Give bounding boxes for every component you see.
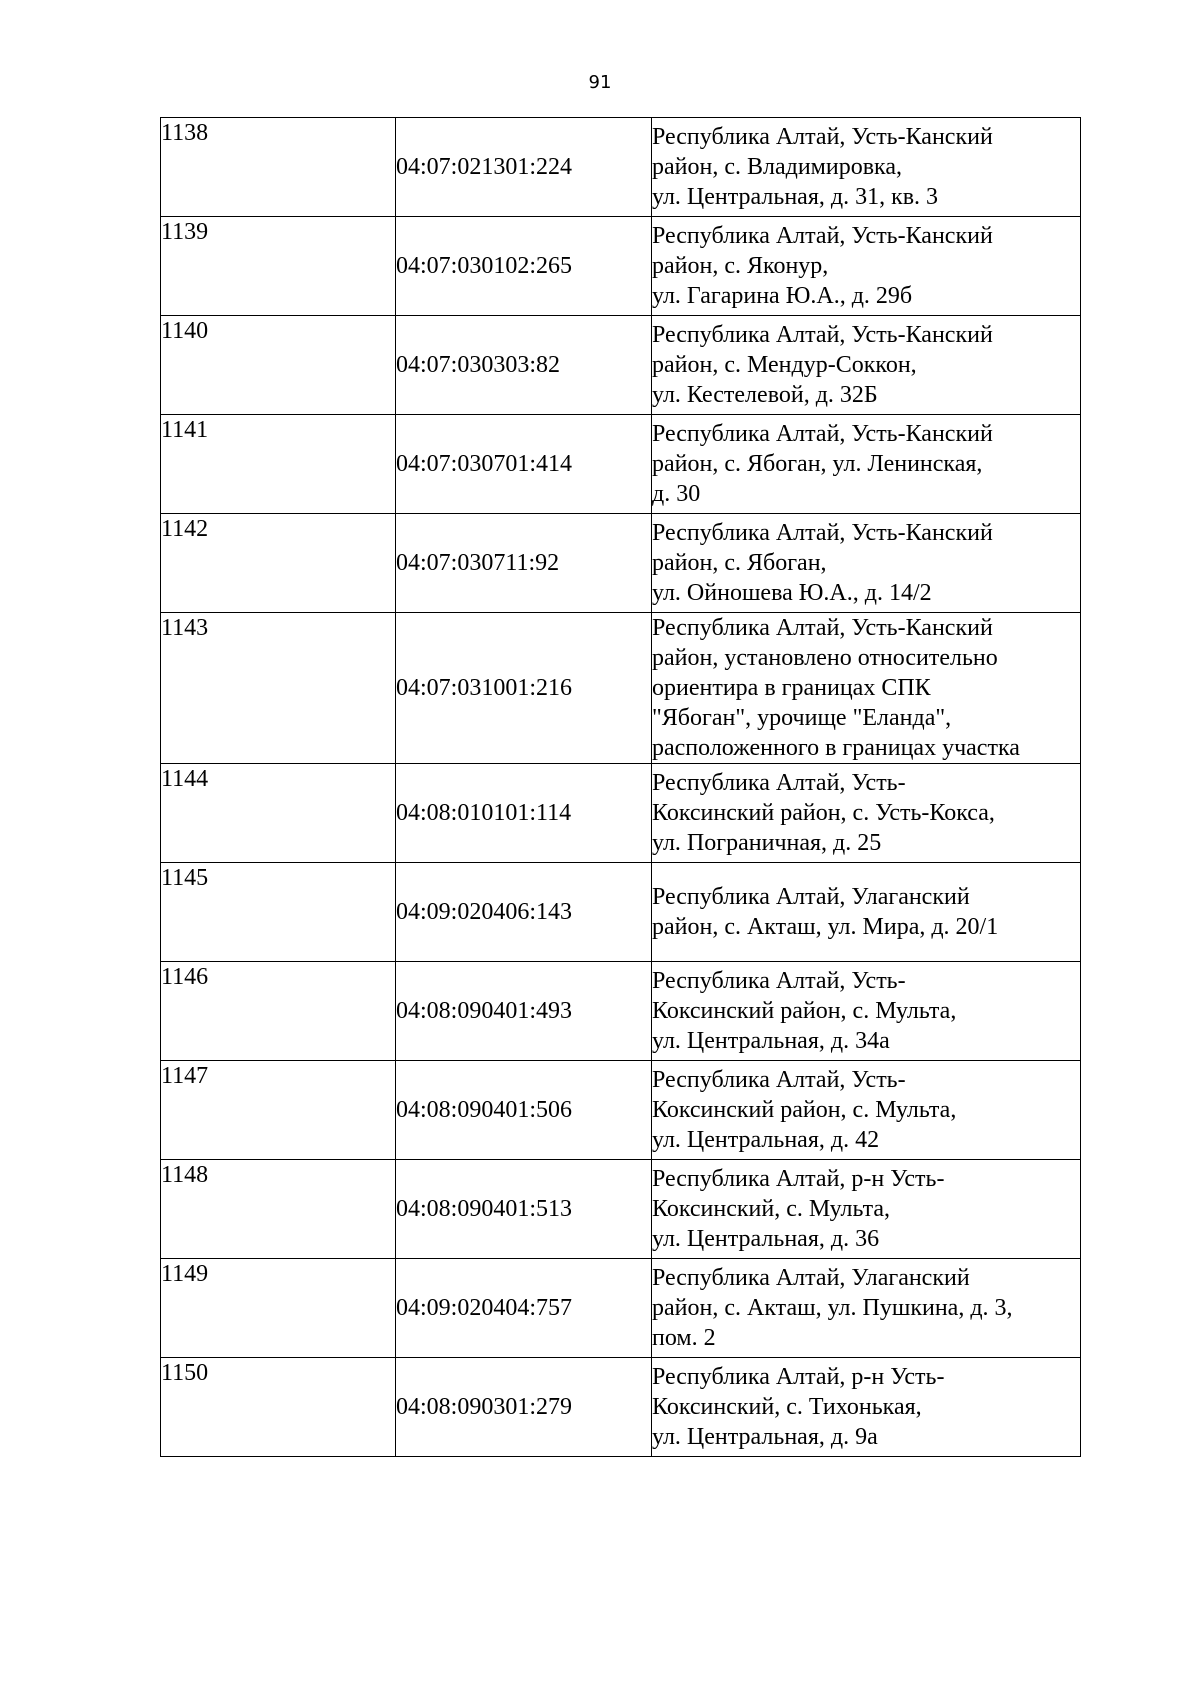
property-table [160,117,1081,1457]
cadastral-number: 04:07:030102:265 [396,217,652,316]
row-number: 1145 [161,863,396,962]
page-number: 91 [588,72,612,93]
table-row [161,613,1081,764]
table-row [161,118,1081,217]
row-number: 1144 [161,764,396,863]
address: Республика Алтай, Улаганский район, с. Акташ, ул. Пушкина, д. 3, пом. 2 [652,1259,1081,1358]
row-number: 1138 [161,118,396,217]
cadastral-number: 04:08:010101:114 [396,764,652,863]
cadastral-number: 04:08:090401:513 [396,1160,652,1259]
table-row [161,962,1081,1061]
table-row [161,1259,1081,1358]
address: Республика Алтай, Усть-Канский район, с. Ябоган, ул. Ойношева Ю.А., д. 14/2 [652,514,1081,613]
cadastral-number: 04:07:030303:82 [396,316,652,415]
table-row [161,1160,1081,1259]
address: Республика Алтай, Усть- Коксинский район, с. Усть-Кокса, ул. Пограничная, д. 25 [652,764,1081,863]
row-number: 1139 [161,217,396,316]
address: Республика Алтай, Усть-Канский район, установлено относительно ориентира в границах СПК "Ябоган", урочище "Еланда", расположенного в границах участка [652,613,1081,764]
address: Республика Алтай, Усть-Канский район, с. Ябоган, ул. Ленинская, д. 30 [652,415,1081,514]
cadastral-number: 04:07:030701:414 [396,415,652,514]
row-number: 1148 [161,1160,396,1259]
cadastral-number: 04:07:021301:224 [396,118,652,217]
address: Республика Алтай, Усть-Канский район, с. Яконур, ул. Гагарина Ю.А., д. 29б [652,217,1081,316]
address: Республика Алтай, Усть-Канский район, с. Владимировка, ул. Центральная, д. 31, кв. 3 [652,118,1081,217]
table-row [161,764,1081,863]
row-number: 1150 [161,1358,396,1457]
cadastral-number: 04:07:030711:92 [396,514,652,613]
table-row [161,1061,1081,1160]
cadastral-number: 04:08:090301:279 [396,1358,652,1457]
cadastral-number: 04:08:090401:506 [396,1061,652,1160]
address: Республика Алтай, Усть- Коксинский район, с. Мульта, ул. Центральная, д. 34а [652,962,1081,1061]
table-row [161,217,1081,316]
row-number: 1141 [161,415,396,514]
address: Республика Алтай, Усть-Канский район, с. Мендур-Соккон, ул. Кестелевой, д. 32Б [652,316,1081,415]
table-row [161,316,1081,415]
row-number: 1146 [161,962,396,1061]
row-number: 1143 [161,613,396,764]
cadastral-number: 04:08:090401:493 [396,962,652,1061]
address: Республика Алтай, Улаганский район, с. Акташ, ул. Мира, д. 20/1 [652,863,1081,962]
table-row [161,415,1081,514]
row-number: 1149 [161,1259,396,1358]
address: Республика Алтай, р-н Усть- Коксинский, с. Мульта, ул. Центральная, д. 36 [652,1160,1081,1259]
address: Республика Алтай, Усть- Коксинский район, с. Мульта, ул. Центральная, д. 42 [652,1061,1081,1160]
cadastral-number: 04:09:020404:757 [396,1259,652,1358]
cadastral-number: 04:07:031001:216 [396,613,652,764]
row-number: 1142 [161,514,396,613]
table-row [161,863,1081,962]
table-row [161,514,1081,613]
cadastral-number: 04:09:020406:143 [396,863,652,962]
row-number: 1140 [161,316,396,415]
address: Республика Алтай, р-н Усть- Коксинский, с. Тихонькая, ул. Центральная, д. 9а [652,1358,1081,1457]
table-row [161,1358,1081,1457]
row-number: 1147 [161,1061,396,1160]
